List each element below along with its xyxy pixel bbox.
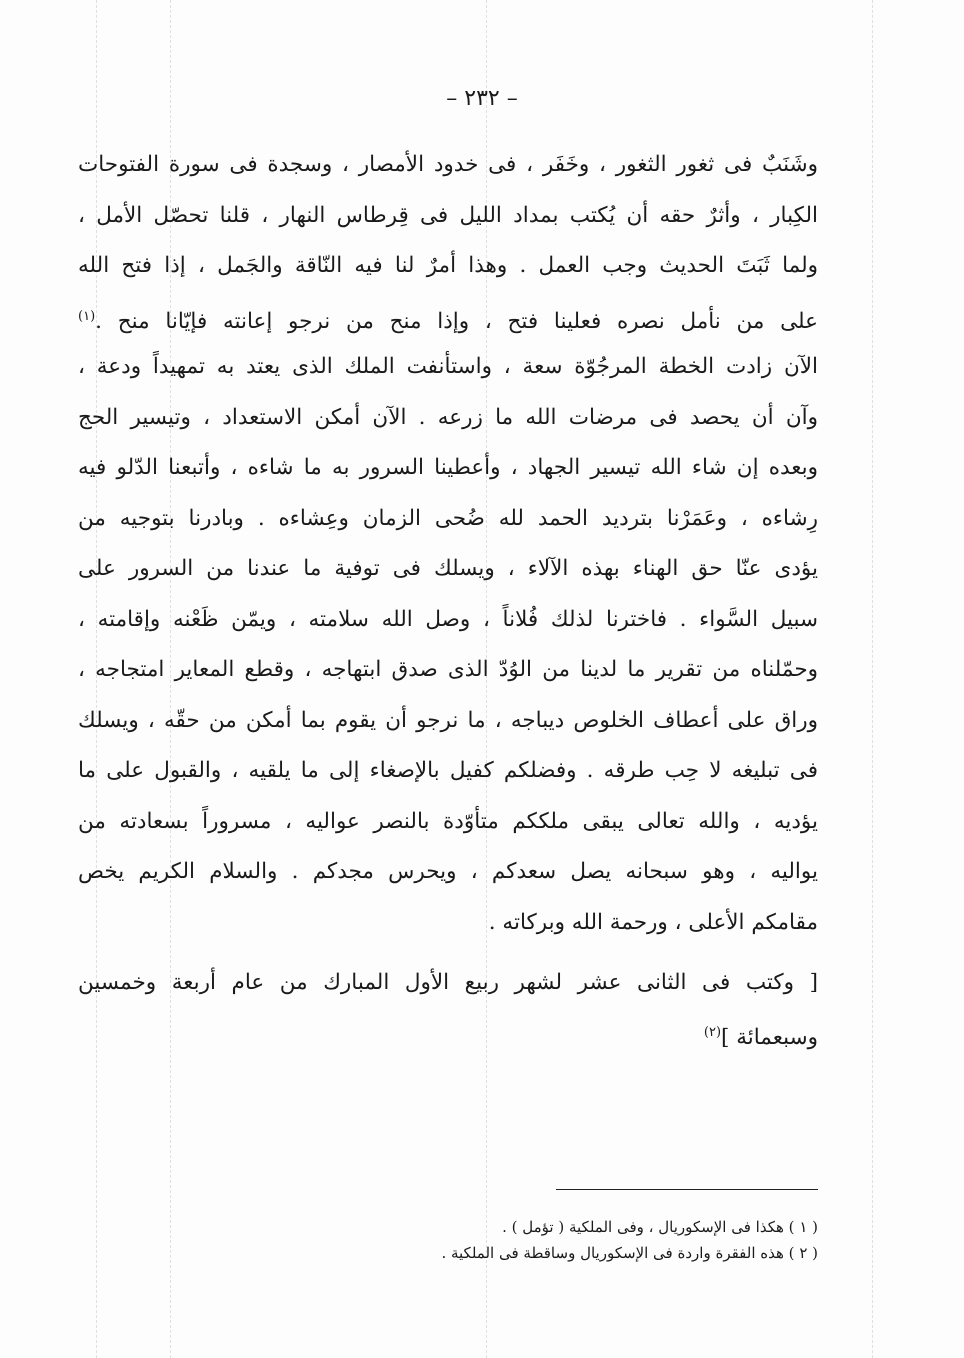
body-text — [78, 140, 818, 948]
page-number: – ٢٣٢ – — [446, 86, 518, 111]
footnote-ref-2: (٢) — [703, 1025, 722, 1040]
text-line: وبعده إن شاء الله تيسير الجهاد ، وأعطينا السرور به ما شاءه ، وأتبعنا الدّلو فيه — [78, 455, 818, 480]
text-line: وشَنَبٌ فى ثغور الثغور ، وخَفَر ، فى خدود الأمصار ، وسجدة فى سورة الفتوحات — [78, 152, 818, 177]
text-line: فى تبليغه لا حِب طرقه . وفضلكم كفيل بالإصغاء إلى ما يلقيه ، والقبول على ما — [78, 758, 818, 783]
text-line: وآن أن يحصد فى مرضات الله ما زرعه . الآن أمكن الاستعداد ، وتيسير الحج — [78, 404, 818, 430]
text-line-with-footnote — [78, 292, 818, 343]
closing-line-with-footnote — [78, 1008, 818, 1058]
text-line: رِشاءه ، وعَمَرْنا بترديد الحمد لله ضُحى الزمان وعِشاءه . وبادرنا بتوجيه من — [78, 505, 818, 531]
text-line: على من نأمل نصره فعلينا فتح ، وإذا منح من نرجو إعانته فإيّانا منح . — [95, 308, 818, 334]
footnote-2: ( ٢ ) هذه الفقرة واردة فى الإسكوريال وساقطة فى الملكية . — [441, 1244, 818, 1262]
footnote-1: ( ١ ) هكذا فى الإسكوريال ، وفى الملكية ( تؤمل ) . — [502, 1218, 818, 1236]
text-line: وراق على أعطاف الخلوص ديباجه ، ما نرجو أن يقوم بما أمكن من حقّه ، ويسلك — [78, 707, 818, 733]
text-line: يؤديه ، والله تعالى يبقى ملككم متأوّدة بالنصر عواليه ، مسروراً بسعادته من — [78, 808, 818, 834]
closing-line: [ وكتب فى الثانى عشر لشهر ربيع الأول المبارك من عام أربعة وخمسين — [78, 970, 818, 995]
text-line: الآن زادت الخطة المرجُوّة سعة ، واستأنفت الملك الذى يعتد به تمهيداً ودعة ، — [78, 354, 818, 379]
closing-note — [78, 958, 818, 1058]
text-line: يؤدى عنّا حق الهناء بهذه الآلاء ، ويسلك فى توفية ما عندنا من السرور على — [78, 556, 818, 581]
text-line: ولما ثَبَتَ الحديث وجب العمل . وهذا أمرٌ لنا فيه النّاقة والجَمل ، إذا فتح الله — [78, 253, 818, 278]
text-line: يواليه ، وهو سبحانه يصل سعدكم ، ويحرس مجدكم . والسلام الكريم يخص — [78, 859, 818, 884]
closing-line: وسبعمائة ] — [721, 1025, 818, 1051]
text-line: سبيل السَّواء . فاخترنا لذلك فُلاناً ، وصل الله سلامته ، ويمّن ظَعْنه وإقامته ، — [78, 606, 818, 632]
footnotes — [300, 1214, 818, 1266]
scan-artifact — [872, 0, 873, 1358]
footnote-divider — [556, 1189, 818, 1190]
text-line: الكِبار ، وأثرٌ حقه أن يُكتب بمداد الليل فى قِرطاس النهار ، قلنا تحصّل الأمل ، — [78, 202, 818, 228]
text-line: وحمّلناه من تقرير ما لدينا من الوُدّ الذى صدق ابتهاجه ، وقطع المعاير امتجاجه ، — [78, 657, 818, 682]
text-line: مقامكم الأعلى ، ورحمة الله وبركاته . — [488, 909, 818, 935]
footnote-ref-1: (١) — [78, 308, 96, 324]
